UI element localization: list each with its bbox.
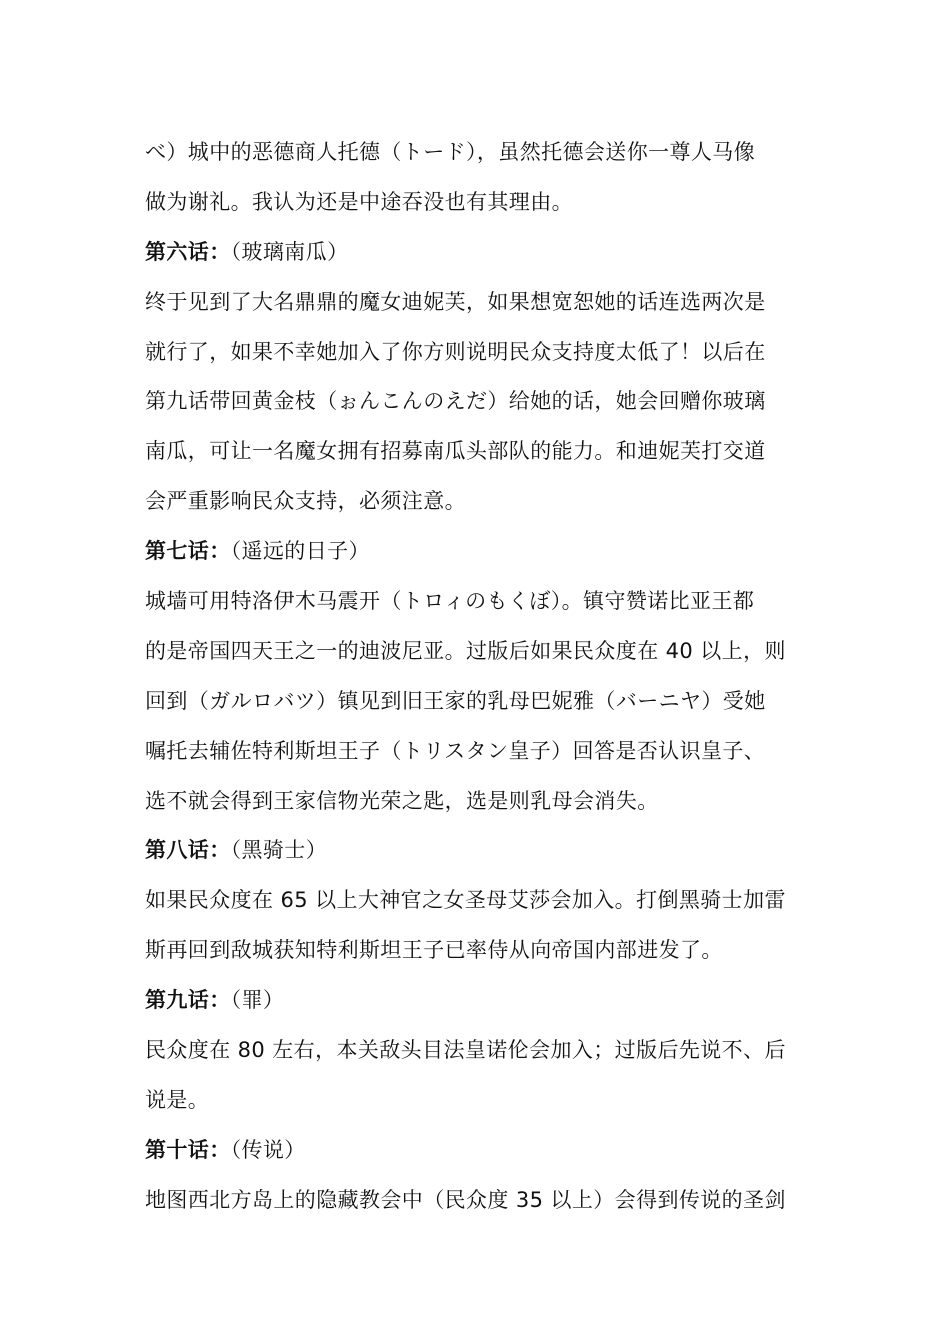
body-line: 地图西北方岛上的隐藏教会中（民众度 35 以上）会得到传说的圣剑 (145, 1187, 786, 1212)
chapter-heading (145, 1130, 807, 1180)
chapter-title: （玻璃南瓜） (230, 239, 349, 264)
body-line: 说是。 (145, 1087, 210, 1112)
body-line: 做为谢礼。我认为还是中途吞没也有其理由。 (145, 189, 573, 214)
body-line: 第九话带回黄金枝（ぉんこんのえだ）给她的话，她会回赠你玻璃 (145, 389, 766, 414)
chapter-heading (145, 830, 807, 880)
chapter-title: （罪） (230, 988, 285, 1013)
chapter-label: 第六话： (145, 239, 231, 264)
chapter-heading (145, 531, 807, 581)
body-line: 嘱托去辅佐特利斯坦王子（トリスタン皇子）回答是否认识皇子、 (145, 738, 766, 763)
chapter-heading (145, 980, 807, 1030)
chapter-heading (145, 232, 807, 282)
body-line: 南瓜，可让一名魔女拥有招募南瓜头部队的能力。和迪妮芙打交道 (145, 439, 766, 464)
chapter-label: 第九话： (145, 988, 231, 1013)
chapter-title: （遥远的日子） (230, 539, 370, 564)
body-line: べ）城中的恶德商人托德（トード），虽然托德会送你一尊人马像 (145, 140, 756, 164)
body-line: 城墙可用特洛伊木马震开（トロィのもくぼ）。镇守赞诺比亚王都 (145, 589, 755, 614)
body-line: 回到（ガルロバツ）镇见到旧王家的乳母巴妮雅（バーニヤ）受她 (145, 688, 766, 713)
body-line: 选不就会得到王家信物光荣之匙，选是则乳母会消失。 (145, 788, 659, 813)
body-line: 会严重影响民众支持，必须注意。 (145, 489, 466, 514)
body-line: 就行了，如果不幸她加入了你方则说明民众支持度太低了！以后在 (145, 339, 766, 364)
chapter-label: 第八话： (145, 838, 231, 863)
body-line: 斯再回到敌城获知特利斯坦王子已率侍从向帝国内部进发了。 (145, 938, 723, 963)
chapter-label: 第七话： (145, 539, 231, 564)
chapter-title: （传说） (230, 1137, 306, 1162)
chapter-label: 第十话： (145, 1137, 231, 1162)
body-line: 如果民众度在 65 以上大神官之女圣母艾莎会加入。打倒黑骑士加雷 (145, 888, 786, 913)
body-line: 终于见到了大名鼎鼎的魔女迪妮芙，如果想宽恕她的话连选两次是 (145, 289, 766, 314)
body-line: 的是帝国四天王之一的迪波尼亚。过版后如果民众度在 40 以上，则 (145, 638, 786, 663)
chapter-title: （黑骑士） (230, 838, 328, 863)
body-line: 民众度在 80 左右，本关敌头目法皇诺伦会加入；过版后先说不、后 (145, 1038, 786, 1063)
document-page (145, 132, 807, 1230)
